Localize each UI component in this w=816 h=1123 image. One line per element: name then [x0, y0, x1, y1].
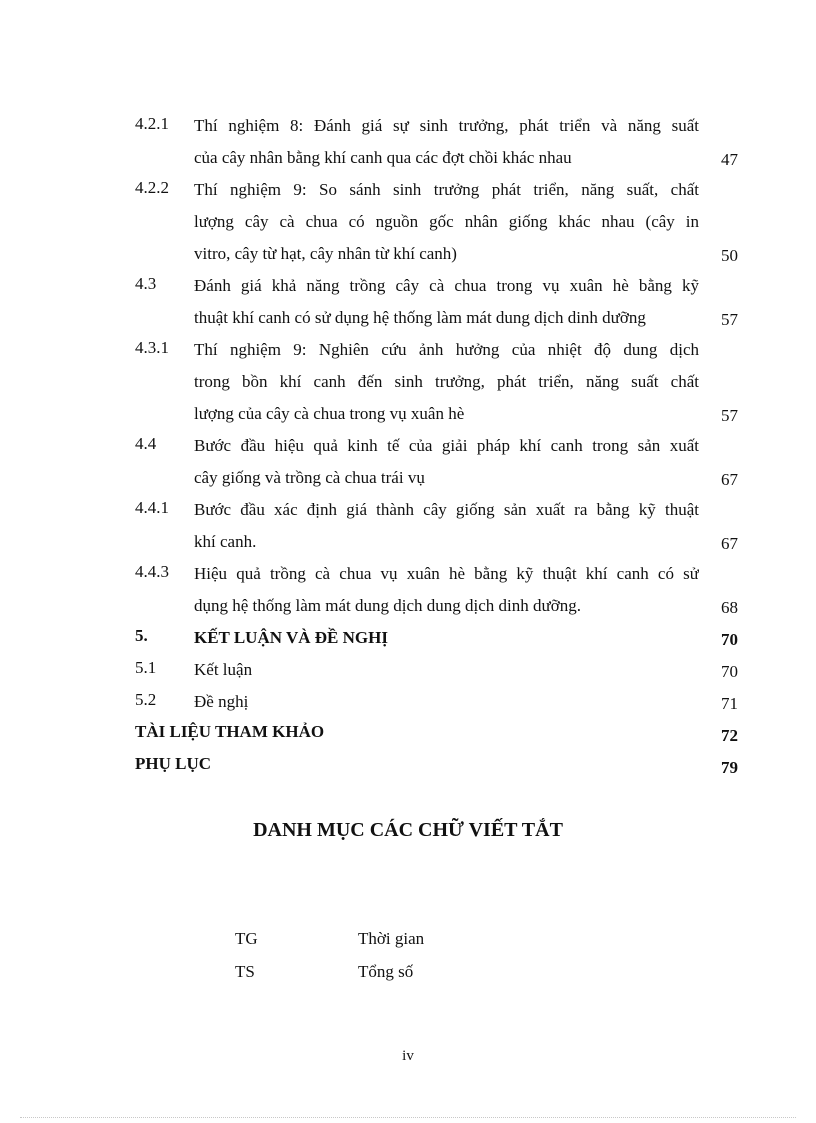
toc-entry-page: 57	[721, 310, 738, 329]
toc-entry-line: lượng của cây cà chua trong vụ xuân hè	[194, 404, 465, 423]
toc-entry-title	[194, 562, 699, 626]
toc-entry-number: 4.4	[135, 434, 157, 453]
toc-entry-line: trong bồn khí canh đến sinh trưởng, phát triển, năng suất chất	[194, 372, 699, 391]
toc-entry-number: PHỤ LỤC	[135, 754, 212, 773]
toc-entry-line: vitro, cây từ hạt, cây nhân từ khí canh)	[194, 244, 457, 263]
toc-entry-number: 5.2	[135, 690, 157, 709]
toc-entry-line: KẾT LUẬN VÀ ĐỀ NGHỊ	[194, 628, 388, 647]
toc-entry-number: 4.3.1	[135, 338, 169, 357]
toc-entry-title	[194, 626, 699, 658]
toc-entry-title	[194, 754, 699, 786]
toc-entry-line: Hiệu quả trồng cà chua vụ xuân hè bằng kỹ thuật khí canh có sử	[194, 564, 699, 583]
toc-entry-line: Thí nghiệm 9: So sánh sinh trưởng phát triển, năng suất, chất	[194, 180, 699, 199]
toc-entry-page: 72	[721, 726, 738, 745]
toc-entry-title	[194, 498, 699, 562]
toc-entry-number: 4.4.3	[135, 562, 169, 581]
toc-entry-title	[194, 690, 699, 722]
toc-entry-page: 57	[721, 406, 738, 425]
toc-entry-line: Đánh giá khả năng trồng cây cà chua trong vụ xuân hè bằng kỹ	[194, 276, 699, 295]
toc-entry-line: cây giống và trồng cà chua trái vụ	[194, 468, 425, 487]
abbreviation-row	[235, 960, 413, 984]
abbreviations-title: DANH MỤC CÁC CHỮ VIẾT TẮT	[253, 819, 563, 841]
toc-entry-line: Đề nghị	[194, 692, 249, 711]
abbreviation-value: Tổng số	[358, 962, 414, 981]
toc-entry-page: 50	[721, 246, 738, 265]
toc-entry	[135, 434, 740, 498]
toc-entry	[135, 178, 740, 274]
toc-entry	[135, 626, 740, 658]
toc-entry-line: thuật khí canh có sử dụng hệ thống làm mát dung dịch dinh dưỡng	[194, 308, 646, 327]
page-number: iv	[402, 1048, 414, 1064]
toc-entry-line: Thí nghiệm 9: Nghiên cứu ảnh hưởng của nhiệt độ dung dịch	[194, 340, 699, 359]
toc-entry-line: lượng cây cà chua có nguồn gốc nhân giống khác nhau (cây in	[194, 212, 699, 231]
toc-entry	[135, 690, 740, 722]
toc-entry	[135, 274, 740, 338]
toc-entry-title	[194, 658, 699, 690]
toc-entry-line: của cây nhân bằng khí canh qua các đợt chồi khác nhau	[194, 148, 572, 167]
toc-entry-page: 70	[721, 630, 738, 649]
toc-entry-number: TÀI LIỆU THAM KHẢO	[135, 722, 325, 741]
toc-entry	[135, 562, 740, 626]
toc-entry-number: 5.1	[135, 658, 157, 677]
abbreviation-row	[235, 927, 424, 951]
toc-entry	[135, 754, 740, 786]
toc-entry-page: 67	[721, 534, 738, 553]
toc-entry-number: 4.2.2	[135, 178, 169, 197]
toc-entry-line: Kết luận	[194, 660, 253, 679]
toc-entry-number: 4.3	[135, 274, 157, 293]
toc-entry	[135, 498, 740, 562]
toc-entry-title	[194, 338, 699, 434]
toc-entry-number: 5.	[135, 626, 148, 645]
toc-entry-line: Bước đầu xác định giá thành cây giống sản xuất ra bằng kỹ thuật	[194, 500, 699, 519]
abbreviation-value: Thời gian	[358, 929, 425, 948]
toc-entry-title	[194, 114, 699, 178]
abbreviation-key: TS	[235, 962, 255, 981]
toc-entry-number: 4.4.1	[135, 498, 169, 517]
toc-entry-line: dụng hệ thống làm mát dung dịch dung dịch dinh dưỡng.	[194, 596, 581, 615]
toc-entry-page: 70	[721, 662, 738, 681]
toc-entry-line: Bước đầu hiệu quả kinh tế của giải pháp khí canh trong sản xuất	[194, 436, 699, 455]
toc-entry	[135, 658, 740, 690]
toc-entry-page: 71	[721, 694, 738, 713]
toc-entry-title	[194, 274, 699, 338]
page-bottom-divider	[20, 1117, 796, 1118]
toc-entry-page: 47	[721, 150, 738, 169]
toc-entry-number: 4.2.1	[135, 114, 169, 133]
abbreviation-key: TG	[235, 929, 258, 948]
toc-entry	[135, 722, 740, 754]
toc-entry	[135, 338, 740, 434]
toc-entry-line: Thí nghiệm 8: Đánh giá sự sinh trưởng, phát triển và năng suất	[194, 116, 699, 135]
toc-entry	[135, 114, 740, 178]
toc-entry-title	[194, 434, 699, 498]
toc-entry-line: khí canh.	[194, 532, 257, 551]
toc-entry-page: 68	[721, 598, 738, 617]
toc-entry-page: 79	[721, 758, 738, 777]
toc-entry-page: 67	[721, 470, 738, 489]
toc-entry-title	[194, 178, 699, 274]
